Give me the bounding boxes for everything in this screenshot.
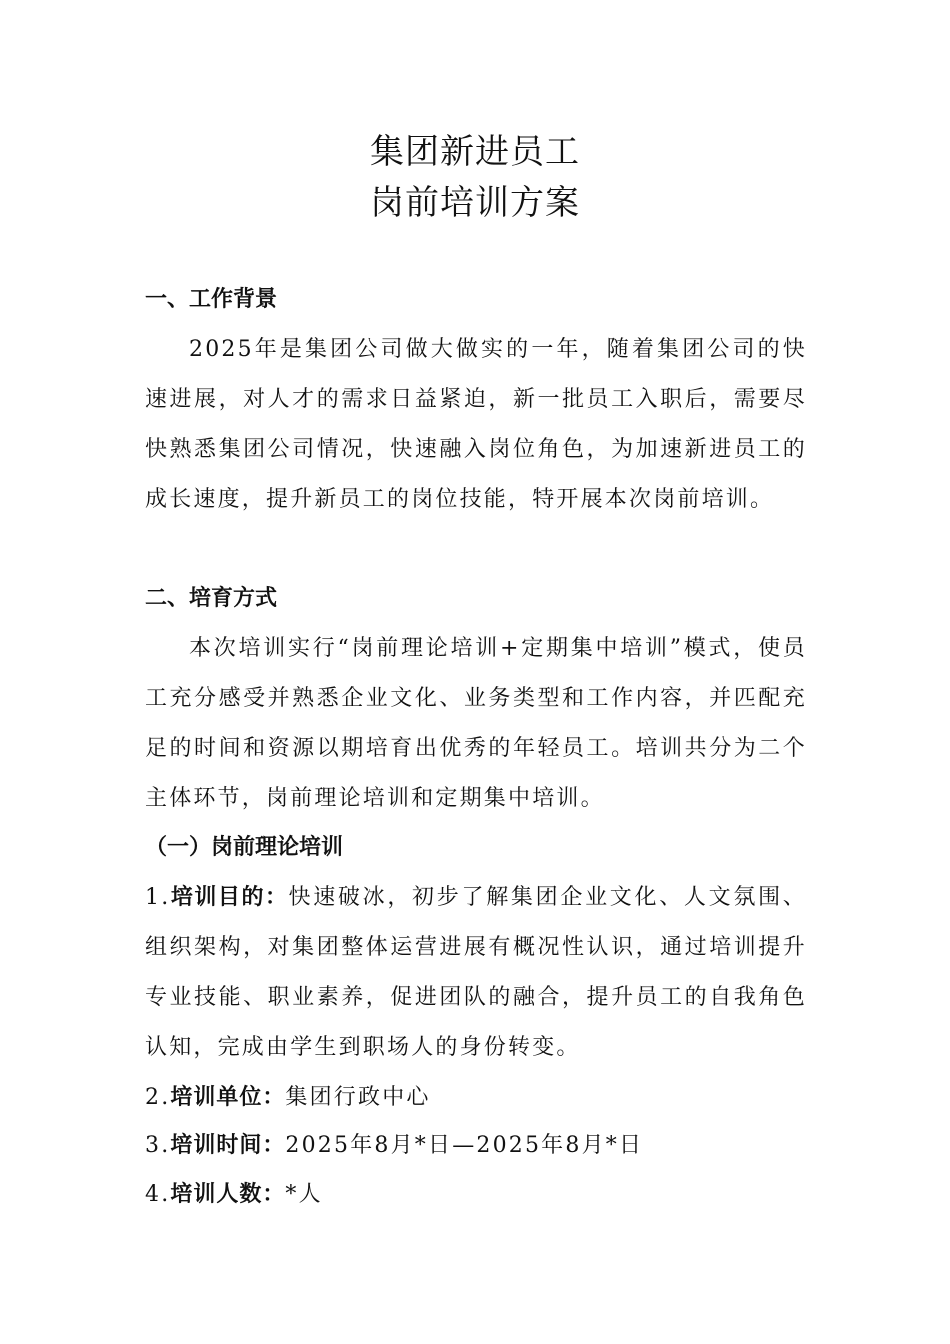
- item-number: 1.: [145, 885, 171, 910]
- item-number: 3.: [145, 1133, 171, 1158]
- item-number: 4.: [145, 1182, 171, 1207]
- list-item: [145, 873, 807, 1073]
- item-number: 2.: [145, 1085, 171, 1110]
- item-label: 培训目的：: [170, 885, 289, 910]
- item-text: 2025年8月*日—2025年8月*日: [285, 1133, 644, 1158]
- item-text: *人: [285, 1182, 323, 1207]
- subsection1-heading: （一）岗前理论培训: [145, 835, 344, 860]
- list-item: [145, 1121, 807, 1171]
- section2-paragraph: 本次培训实行“岗前理论培训+定期集中培训”模式，使员工充分感受并熟悉企业文化、业务类型和工作内容，并匹配充足的时间和资源以期培育出优秀的年轻员工。培训共分为二个主体环节，岗前理论培训和定期集中培训。: [145, 636, 807, 811]
- list-item: [145, 1073, 807, 1123]
- item-text: 集团行政中心: [285, 1085, 431, 1110]
- list-item: [145, 1170, 807, 1220]
- section1-paragraph: 2025年是集团公司做大做实的一年，随着集团公司的快速进展，对人才的需求日益紧迫，新一批员工入职后，需要尽快熟悉集团公司情况，快速融入岗位角色，为加速新进员工的成长速度，提升新员工的岗位技能，特开展本次岗前培训。: [145, 337, 807, 512]
- document-title-line2: 岗前培训方案: [370, 183, 580, 223]
- document-title-line1: 集团新进员工: [370, 132, 580, 172]
- item-label: 培训时间：: [170, 1133, 286, 1158]
- item-label: 培训人数：: [170, 1182, 286, 1207]
- item-label: 培训单位：: [170, 1085, 286, 1110]
- section2-heading: 二、培育方式: [145, 586, 278, 611]
- section1-heading: 一、工作背景: [145, 287, 278, 312]
- item-text: 快速破冰，初步了解集团企业文化、人文氛围、组织架构，对集团整体运营进展有概况性认识，通过培训提升专业技能、职业素养，促进团队的融合，提升员工的自我角色认知，完成由学生到职场人的身份转变。: [145, 885, 807, 1060]
